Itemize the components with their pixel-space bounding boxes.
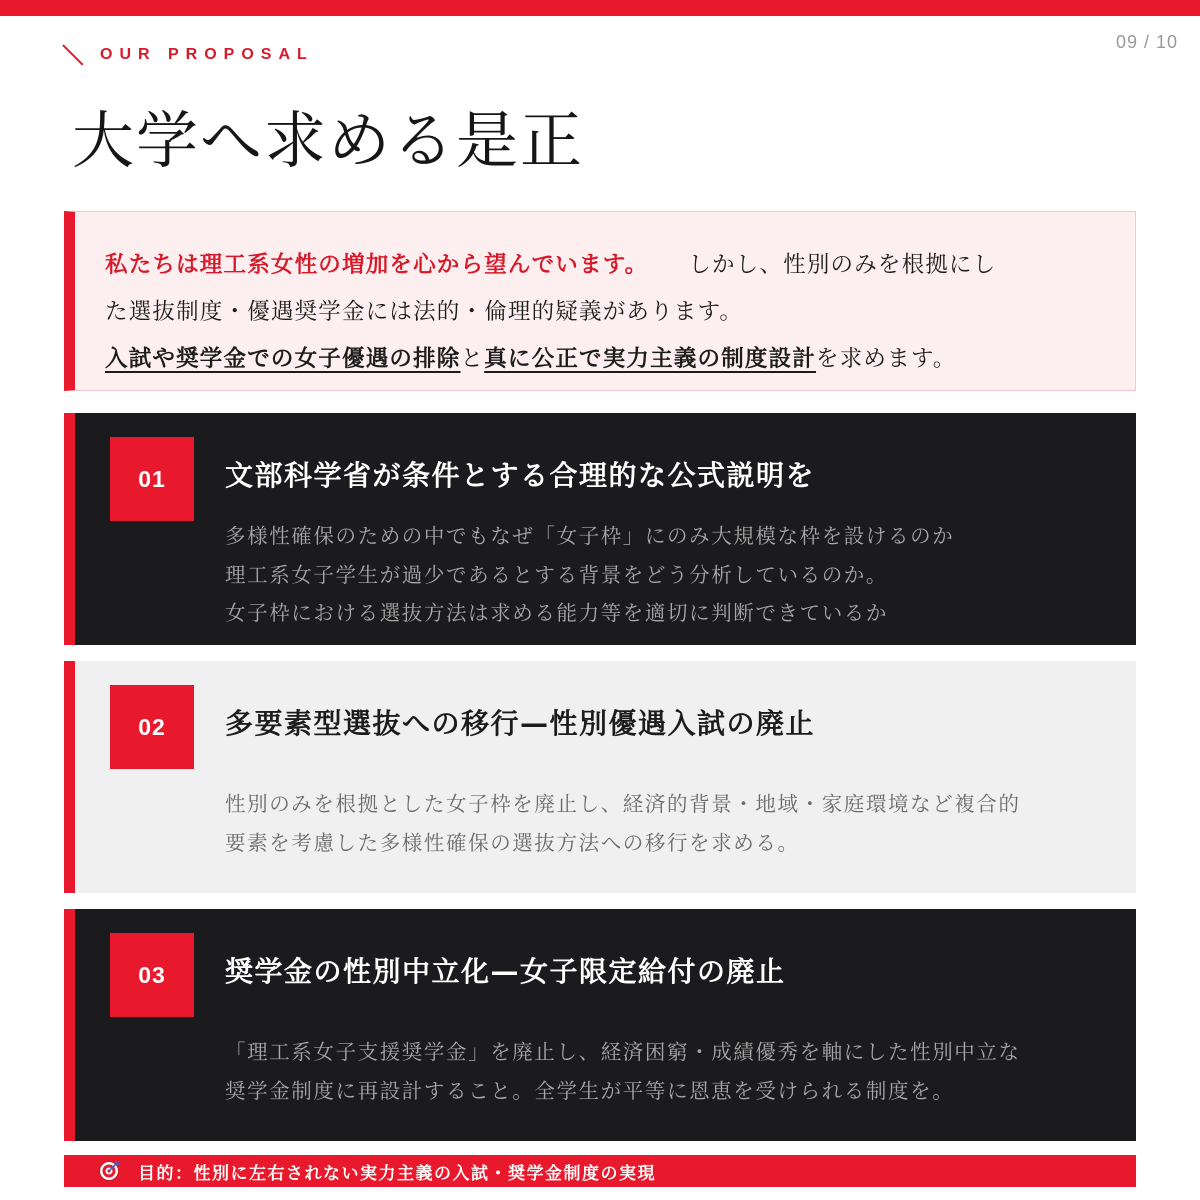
target-icon bbox=[98, 1160, 120, 1182]
card-number-badge: 03 bbox=[110, 933, 194, 1017]
eyebrow-label: OUR PROPOSAL bbox=[100, 46, 314, 63]
card-number-badge: 02 bbox=[110, 685, 194, 769]
card-body-line: 「理工系女子支援奨学金」を廃止し、経済困窮・成績優秀を軸にした性別中立な bbox=[225, 1040, 1021, 1064]
intro-emphasis-2: 真に公正で実力主義の制度設計 bbox=[484, 346, 817, 372]
card-body-line: 要素を考慮した多様性確保の選抜方法への移行を求める。 bbox=[225, 831, 800, 855]
proposal-card-01 bbox=[64, 413, 1136, 645]
page-number: 09 / 10 bbox=[1115, 32, 1178, 52]
diagonal-line-icon bbox=[62, 44, 84, 66]
card-title: 多要素型選抜への移行—性別優遇入試の廃止 bbox=[225, 707, 816, 740]
intro-line1-rest: しかし、性別のみを根拠にし bbox=[688, 252, 997, 278]
page-title: 大学へ求める是正 bbox=[72, 104, 585, 177]
card-body bbox=[225, 1033, 1021, 1111]
footer-goal-bar bbox=[64, 1155, 1136, 1187]
card-body-line: 女子枠における選抜方法は求める能力等を適切に判断できているか bbox=[225, 601, 888, 625]
intro-line2: た選抜制度・優遇奨学金には法的・倫理的疑義があります。 bbox=[105, 299, 744, 325]
proposal-card-02 bbox=[64, 661, 1136, 893]
card-body-line: 多様性確保のための中でもなぜ「女子枠」にのみ大規模な枠を設けるのか bbox=[225, 524, 955, 548]
intro-box bbox=[64, 211, 1136, 391]
card-body-line: 性別のみを根拠とした女子枠を廃止し、経済的背景・地域・家庭環境など複合的 bbox=[225, 792, 1021, 816]
card-title: 奨学金の性別中立化—女子限定給付の廃止 bbox=[225, 955, 786, 988]
proposal-card-03 bbox=[64, 909, 1136, 1141]
intro-text bbox=[105, 242, 1105, 383]
intro-lead: 私たちは理工系女性の増加を心から望んでいます。 bbox=[105, 252, 649, 278]
card-body-line: 奨学金制度に再設計すること。全学生が平等に恩恵を受けられる制度を。 bbox=[225, 1079, 955, 1103]
card-number-badge: 01 bbox=[110, 437, 194, 521]
eyebrow-header bbox=[62, 40, 314, 70]
card-title: 文部科学省が条件とする合理的な公式説明を bbox=[225, 459, 816, 492]
intro-conjunction: と bbox=[460, 346, 485, 372]
intro-closing: を求めます。 bbox=[816, 346, 957, 372]
intro-emphasis-1: 入試や奨学金での女子優遇の排除 bbox=[105, 346, 461, 372]
top-accent-bar bbox=[0, 0, 1200, 16]
card-body bbox=[225, 785, 1021, 863]
card-body-line: 理工系女子学生が過少であるとする背景をどう分析しているのか。 bbox=[225, 562, 888, 587]
footer-goal-text: 目的：性別に左右されない実力主義の入試・奨学金制度の実現 bbox=[138, 1163, 656, 1184]
card-body bbox=[225, 517, 954, 633]
